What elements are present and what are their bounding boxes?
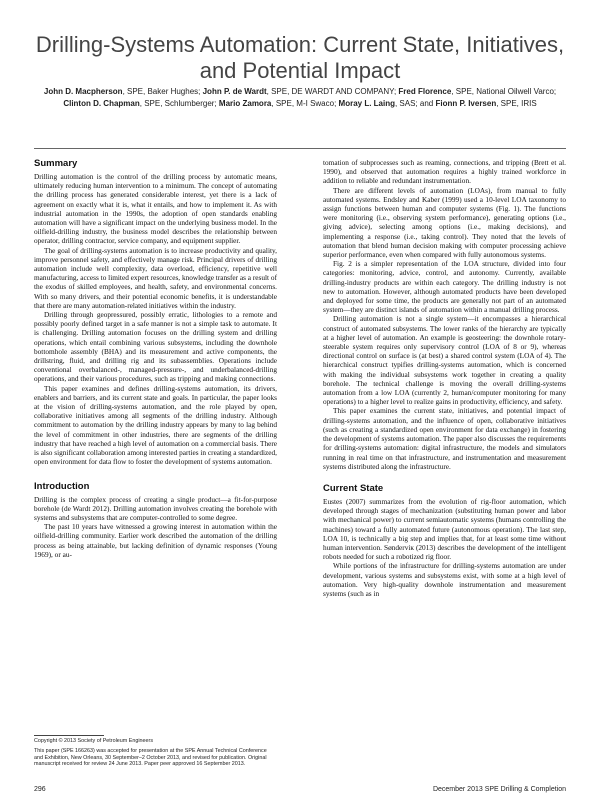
author-name: Fred Florence [398,87,452,96]
author-affiliation: , SPE, National Oilwell Varco; [451,87,557,96]
author-name: Moray L. Laing [338,99,395,108]
author-affiliation: , SPE, Schlumberger; [139,99,219,108]
current-state-paragraph: While portions of the infrastructure for drilling-systems automation are under development, various systems and subsystems exist, with some at a high level of automation. Very high-quality downhole instrumentation and measurement systems (such as in [323,561,566,598]
journal-footer: December 2013 SPE Drilling & Completion [432,786,566,793]
introduction-paragraph: The past 10 years have witnessed a growing interest in automation within the oilfield-drilling community. Earlier work described the automation of the drilling process as being attainable, but lacking definition of dynamic responses (Young 1969), or au- [34,522,277,559]
page-number: 296 [34,786,46,793]
current-state-heading: Current State [323,482,384,494]
author-affiliation: , SAS; and [394,99,436,108]
summary-paragraph: The goal of drilling-systems automation is to increase productivity and quality, improve personnel safety, and effectively manage risk. Principal drivers of drilling automation include well complexity, data overload, efficiency, repetitive well manufacturing, access to limited expert resources, knowledge transfer as a result of the exodus of skilled employees, and health, safety, and environmental concerns. With so many drivers, and their potential economic benefits, it is understandable that there are many automation-related initiatives within the industry. [34,245,277,310]
author-name: Clinton D. Chapman [63,99,140,108]
right-column [323,158,566,598]
author-name: John P. de Wardt [202,87,267,96]
summary-paragraph: Drilling automation is the control of the drilling process by automatic means, ultimately reducing human intervention to a minimum. The concept of automating the drilling process has generated considerable interest, yet there is a lack of agreement on exactly what it is, what it entails, and how to implement it. As with industrial automation in the 1990s, the adoption of open standards enabling automation will have a significant impact on the underlying business model. In the oilfield-drilling industry, the business model describes the relationship between operator, drilling contractor, service company, and equipment supplier. [34,172,277,246]
introduction-paragraph: Drilling is the complex process of creating a single product—a fit-for-purpose borehole (de Wardt 2012). Drilling automation involves creating the borehole with systems and subsystems that are computer-controlled to some degree. [34,494,277,522]
current-state-paragraph: Eustes (2007) summarizes from the evolution of rig-floor automation, which developed through stages of mechanization (substituting human power and labor with mechanical power) to current semiautomatic systems (humans controlling the machines) toward a fully automated future (autonomous operation). The last step, LOA 10, is technically a big step and implies that, for at least some time without human intervention. Sønderviк (2013) describes the development of the intelligent robots needed for such a robotized rig floor. [323,496,566,562]
paper-title: Drilling-Systems Automation: Current State, Initiatives, and Potential Impact [35,32,565,83]
footnote-rule [34,735,104,736]
summary-paragraph: Drilling through geopressured, possibly erratic, lithologies to a remote and possibly poorly defined target in a safe manner is not a simple task to automate. It is challenging. Drilling automation focuses on the drilling system and drilling operations, which entail combining various subsystems, including the downhole bottomhole assembly (BHA) and its measurement and active components, the drillstring, fluid, and drilling rig and its subassemblies. Operations include conventional overbalanced-, managed-pressure-, and underbalanced-drilling operations, and their various procedures, such as tripping and making connections. [34,310,277,384]
author-affiliation: , SPE, DE WARDT AND COMPANY; [266,87,399,96]
footnote-copyright: Copyright © 2013 Society of Petroleum Engineers [34,738,154,744]
author-name: John D. Macpherson [43,87,123,96]
author-list [40,86,560,110]
introduction-heading: Introduction [34,480,90,492]
summary-heading: Summary [34,158,78,169]
author-name: Mario Zamora [218,99,272,108]
footnote-text: This paper (SPE 166263) was accepted for presentation at the SPE Annual Technical Conference and Exhibition, New Orleans, 30 September–2 October 2013, and revised for publication. Original manuscript received for review 24 June 2013. Paper peer approved 16 September 2013. [34,748,267,768]
author-name: Fionn P. Iversen [435,99,497,108]
summary-paragraph: This paper examines and defines drilling-systems automation, its drivers, enablers and barriers, and its current state and goals. In particular, the paper looks at the vision of drilling-systems automation, and the role played by open, collaborative initiatives among all segments of the drilling industry. Although commitment to automation by the drilling industry appears by many to lag behind the level of commitment in other industries, there are segments of the drilling industry that have reached a high level of automation on a commercial basis. There is also significant collaboration among interested parties in creating a standardized, open environment for data flow to foster the development of systems automation. [34,383,277,467]
author-affiliation: , SPE, Baker Hughes; [122,87,203,96]
left-column [34,158,277,559]
body-paragraph: tomation of subprocesses such as reaming, connections, and tripping (Brett et al. 1990), and observed that automation requires a highly trained workforce in addition to reliable and redundant instrumentation. [323,158,566,186]
body-paragraph: There are different levels of automation (LOAs), from manual to fully automated systems. Endsley and Kaber (1999) used a 10-level LOA taxonomy to assign functions between human and computer systems (Fig. 1). The functions were monitoring (i.e., observing system performance), generating options (i.e., giving advice), selecting among options (i.e., making decisions), and implementing a response (i.e., taking control). They noted that the levels of automation that blend human decision making with computer processing achieve superior performance, even when compared with fully autonomous systems. [323,185,566,260]
body-paragraph: Fig. 2 is a simpler representation of the LOA structure, divided into four categories: monitoring, advice, control, and autonomy. Currently, available drilling-industry products are within each category. The drilling industry is not new to automation. However, although automated products have been developed and deployed for some time, the products are generally not part of an automated system—they are distinct islands of automation within a manual drilling process. [323,259,566,315]
author-affiliation: , SPE, M-I Swaco; [271,99,339,108]
body-paragraph: Drilling automation is not a single system—it encompasses a hierarchical construct of automated subsystems. The lower ranks of the hierarchy are typically at a higher level of automation. An example is geosteering: the downhole rotary-steerable system requires only supervisory control (LOA of 8 or 9), whereas directional control on surface is (at best) a shared control system (LOA of 4). The hierarchical construct typifies drilling-systems automation, which is concerned with making the individual subsystems work together in creating a quality borehole. The technical challenge is moving the overall drilling-systems automation from a low LOA (currently 2, human/computer monitoring for many operations) to a higher level to realize gains in productivity, efficiency, and safety. [323,314,566,407]
body-paragraph: This paper examines the current state, initiatives, and potential impact of drilling-systems automation, and the influence of open, collaborative initiatives (such as creating a standardized open environment for data exchange) in fostering the development of systems automation. The paper also discusses the requirements for drilling-systems automation: digital infrastructure, the models and simulators running in real time on that infrastructure, and instrumentation and measurement systems distributed along the infrastructure. [323,406,566,471]
header-rule [34,148,566,149]
author-affiliation: , SPE, IRIS [496,99,537,108]
